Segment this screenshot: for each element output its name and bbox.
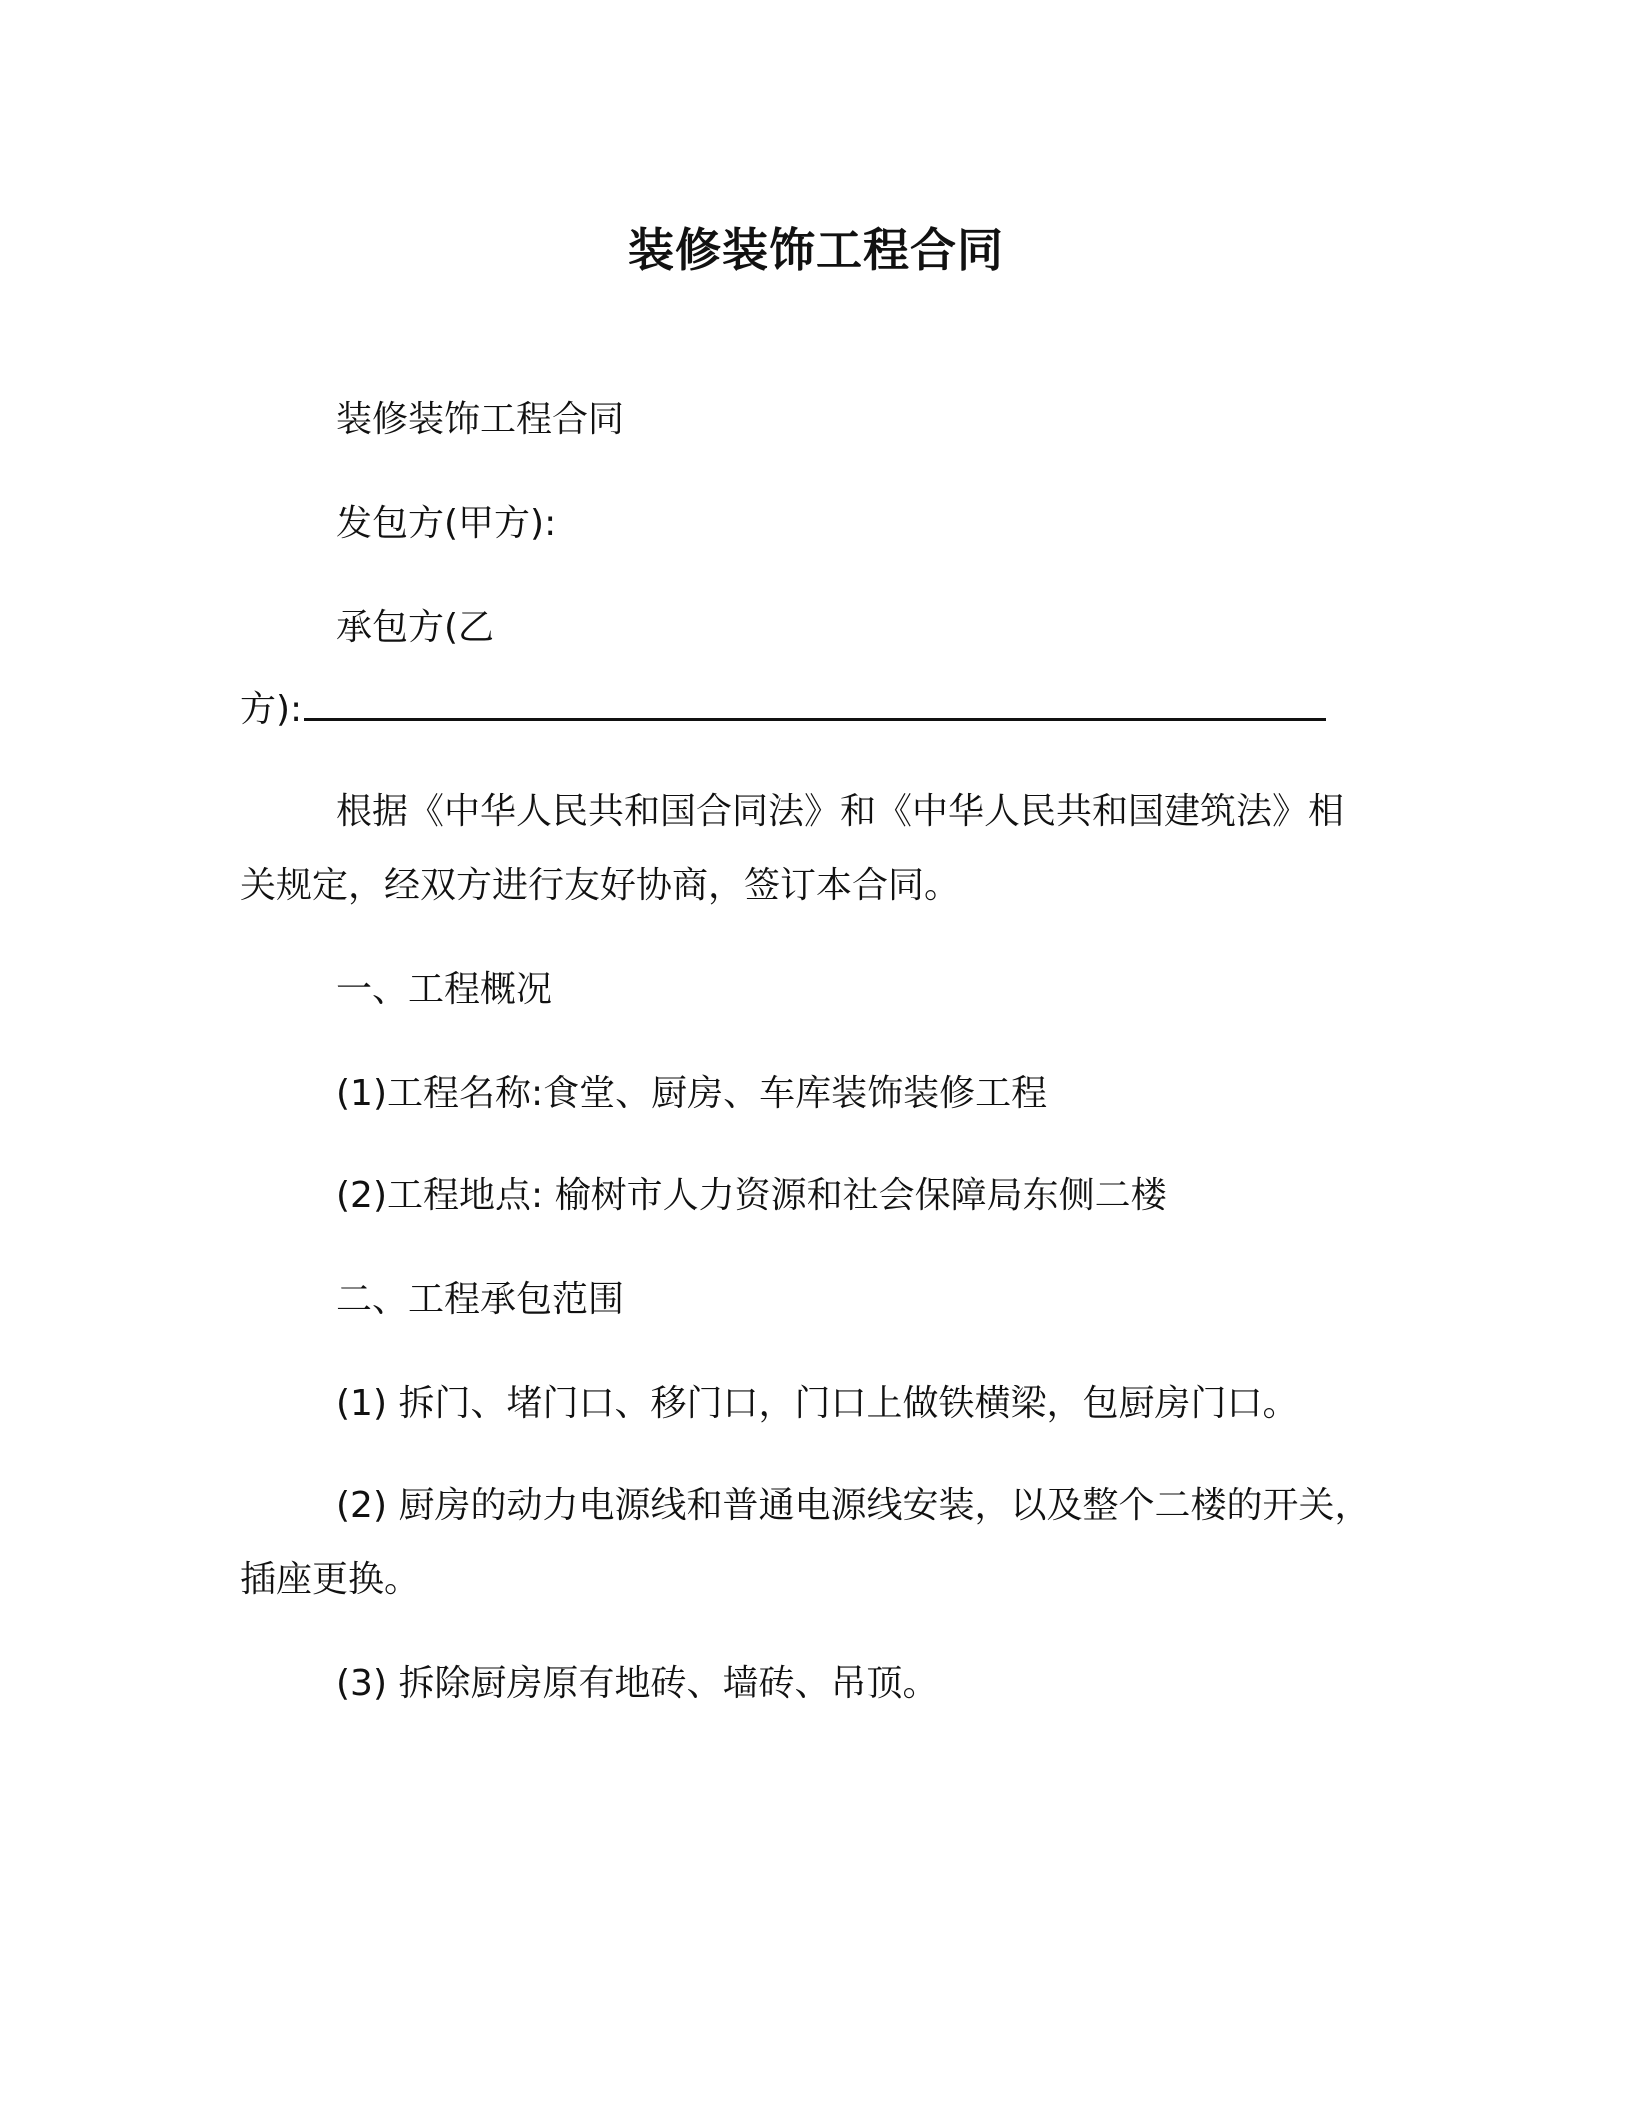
- party-b-blank-underline: [304, 714, 1326, 721]
- party-a-label: 发包方(甲方):: [336, 503, 557, 544]
- party-b-label-part2: 方):: [240, 689, 303, 730]
- section-2-item-2-line-2: 插座更换。: [240, 1559, 421, 1600]
- document-subtitle: 装修装饰工程合同: [336, 399, 625, 440]
- party-b-line: [240, 686, 1326, 734]
- section-2-heading: 二、工程承包范围: [336, 1279, 625, 1320]
- section-2-item-1: (1) 拆门、堵门口、移门口，门口上做铁横梁，包厨房门口。: [336, 1383, 1299, 1424]
- document-title: 装修装饰工程合同: [628, 223, 1004, 277]
- section-1-item-2: (2)工程地点: 榆树市人力资源和社会保障局东侧二楼: [336, 1175, 1167, 1216]
- party-b-label-part1: 承包方(乙: [336, 607, 495, 648]
- section-2-item-2-line-1: (2) 厨房的动力电源线和普通电源线安装，以及整个二楼的开关，: [336, 1485, 1371, 1526]
- section-1-heading: 一、工程概况: [336, 969, 553, 1010]
- preamble-line-1: 根据《中华人民共和国合同法》和《中华人民共和国建筑法》相: [336, 791, 1345, 832]
- preamble-line-2: 关规定，经双方进行友好协商，签订本合同。: [240, 865, 961, 906]
- section-1-item-1: (1)工程名称:食堂、厨房、车库装饰装修工程: [336, 1073, 1048, 1114]
- section-2-item-3: (3) 拆除厨房原有地砖、墙砖、吊顶。: [336, 1663, 939, 1704]
